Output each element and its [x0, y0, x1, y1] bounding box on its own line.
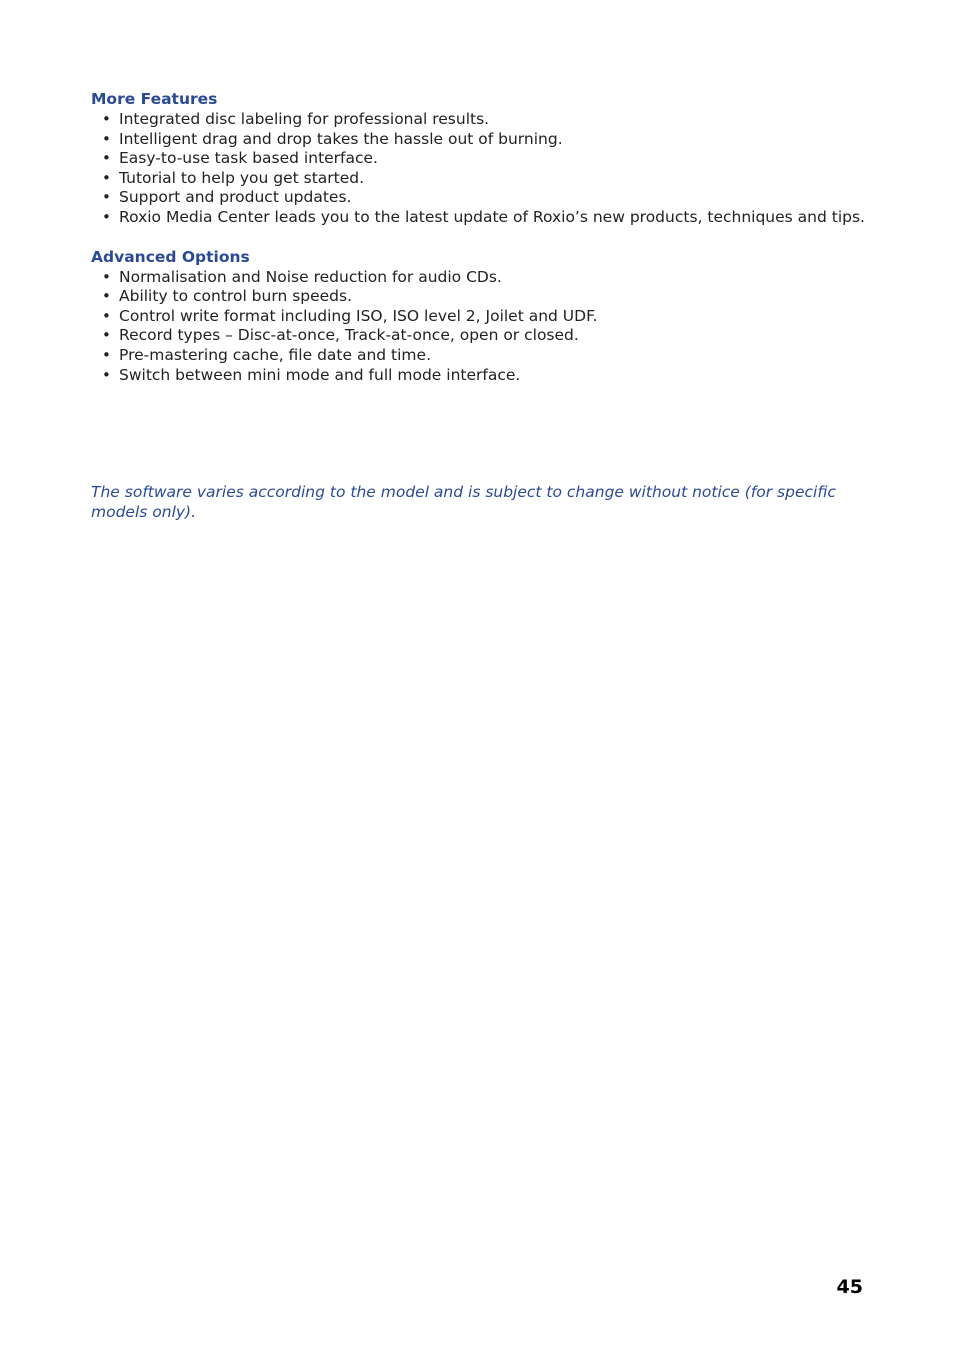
list-item [91, 366, 866, 386]
list-item-text: Switch between mini mode and full mode interface. [119, 365, 521, 384]
list-item-text: Easy-to-use task based interface. [119, 149, 378, 168]
list-item-text: Pre-mastering cache, file date and time. [119, 345, 431, 364]
list-item-text: Roxio Media Center leads you to the latest update of Roxio’s new products, techniques and tips. [119, 207, 865, 226]
list-item-text: Record types – Disc-at-once, Track-at-once, open or closed. [119, 326, 579, 345]
list-item [91, 130, 866, 150]
list-item [91, 268, 866, 288]
list-item [91, 110, 866, 130]
document-body [91, 88, 866, 385]
feature-list [91, 268, 866, 386]
list-item-text: Support and product updates. [119, 188, 352, 207]
list-item [91, 287, 866, 307]
bullet-icon: • [102, 267, 111, 286]
bullet-icon: • [102, 149, 111, 168]
section-more-features [91, 88, 866, 228]
list-item [91, 149, 866, 169]
bullet-icon: • [102, 345, 111, 364]
list-item [91, 169, 866, 189]
list-item-text: Normalisation and Noise reduction for audio CDs. [119, 267, 502, 286]
feature-list [91, 110, 866, 228]
section-heading: Advanced Options [91, 247, 250, 266]
list-item-text: Control write format including ISO, ISO level 2, Joilet and UDF. [119, 306, 598, 325]
bullet-icon: • [102, 207, 111, 226]
bullet-icon: • [102, 287, 111, 306]
list-item [91, 188, 866, 208]
list-item [91, 307, 866, 327]
section-advanced-options [91, 246, 866, 386]
list-item [91, 326, 866, 346]
software-disclaimer-note: The software varies according to the model and is subject to change without notice (for specific models only). [91, 483, 836, 521]
list-item-text: Intelligent drag and drop takes the hassle out of burning. [119, 129, 563, 148]
section-heading: More Features [91, 90, 218, 108]
list-item-text: Tutorial to help you get started. [119, 168, 365, 187]
list-item-text: Ability to control burn speeds. [119, 287, 353, 306]
bullet-icon: • [102, 168, 111, 187]
bullet-icon: • [102, 110, 111, 128]
page-number: 45 [836, 1276, 863, 1298]
list-item [91, 346, 866, 366]
bullet-icon: • [102, 129, 111, 148]
bullet-icon: • [102, 365, 111, 384]
list-item-text: Integrated disc labeling for professional results. [119, 110, 490, 128]
list-item [91, 208, 866, 228]
bullet-icon: • [102, 306, 111, 325]
bullet-icon: • [102, 188, 111, 207]
bullet-icon: • [102, 326, 111, 345]
